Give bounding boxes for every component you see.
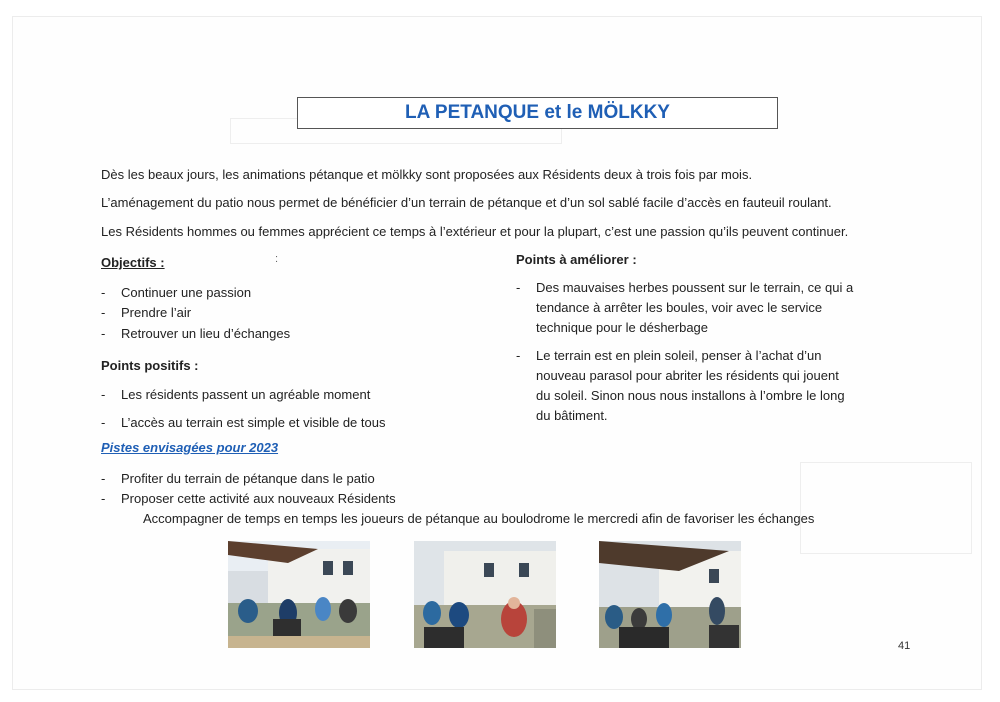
bullet-dash: - (101, 326, 106, 341)
piste-extra-line: Accompagner de temps en temps les joueurs de pétanque au boulodrome le mercredi afin de favoriser les échanges (143, 511, 815, 526)
bullet-dash: - (101, 471, 106, 486)
positif-item-text: Les résidents passent un agréable moment (121, 387, 371, 402)
bullet-dash: - (101, 415, 106, 430)
title-box (297, 97, 778, 129)
bullet-dash: - (516, 348, 521, 363)
ameliorer-line: Des mauvaises herbes poussent sur le terrain, ce qui a (536, 280, 854, 295)
ameliorer-line: technique pour le désherbage (536, 320, 709, 335)
ameliorer-line: du bâtiment. (536, 408, 608, 423)
objectifs-heading: Objectifs : (101, 255, 165, 270)
patio-photo-2 (414, 541, 556, 648)
ameliorer-item (516, 346, 845, 426)
ameliorer-line: Le terrain est en plein soleil, penser à l’achat d’un (536, 348, 822, 363)
intro-paragraph-1: Dès les beaux jours, les animations pétanque et mölkky sont proposées aux Résidents deux à trois fois par mois. (101, 167, 753, 182)
bullet-dash: - (101, 305, 106, 320)
bullet-dash: - (516, 280, 521, 295)
ameliorer-line: tendance à arrêter les boules, voir avec le service (536, 300, 823, 315)
positifs-heading: Points positifs : (101, 358, 199, 373)
piste-item-text: Proposer cette activité aux nouveaux Résidents (121, 491, 396, 506)
bleed-through-box (800, 462, 972, 554)
page-number: 41 (898, 640, 911, 652)
ameliorer-item (516, 278, 854, 338)
patio-photo-3 (599, 541, 741, 648)
bullet-dash: - (101, 285, 106, 300)
intro-paragraph-3: Les Résidents hommes ou femmes apprécient ce temps à l’extérieur et pour la plupart, c’est une passion qu’ils peuvent continuer. (101, 224, 849, 239)
stray-colon: : (275, 253, 279, 265)
patio-photo-1 (228, 541, 370, 648)
ameliorer-line: nouveau parasol pour abriter les résidents qui jouent (536, 368, 839, 383)
objectif-item-text: Prendre l’air (121, 305, 192, 320)
intro-paragraph-2: L’aménagement du patio nous permet de bénéficier d’un terrain de pétanque et d’un sol sablé facile d’accès en fauteuil roulant. (101, 195, 832, 210)
bullet-dash: - (101, 491, 106, 506)
ameliorer-heading: Points à améliorer : (516, 252, 637, 267)
positif-item-text: L’accès au terrain est simple et visible de tous (121, 415, 386, 430)
page-title: LA PETANQUE et le MÖLKKY (405, 102, 670, 123)
bullet-dash: - (101, 387, 106, 402)
ameliorer-line: du soleil. Sinon nous nous installons à l’ombre le long (536, 388, 845, 403)
piste-item-text: Profiter du terrain de pétanque dans le patio (121, 471, 375, 486)
objectif-item-text: Continuer une passion (121, 285, 252, 300)
objectif-item-text: Retrouver un lieu d’échanges (121, 326, 291, 341)
pistes-heading: Pistes envisagées pour 2023 (101, 440, 279, 455)
